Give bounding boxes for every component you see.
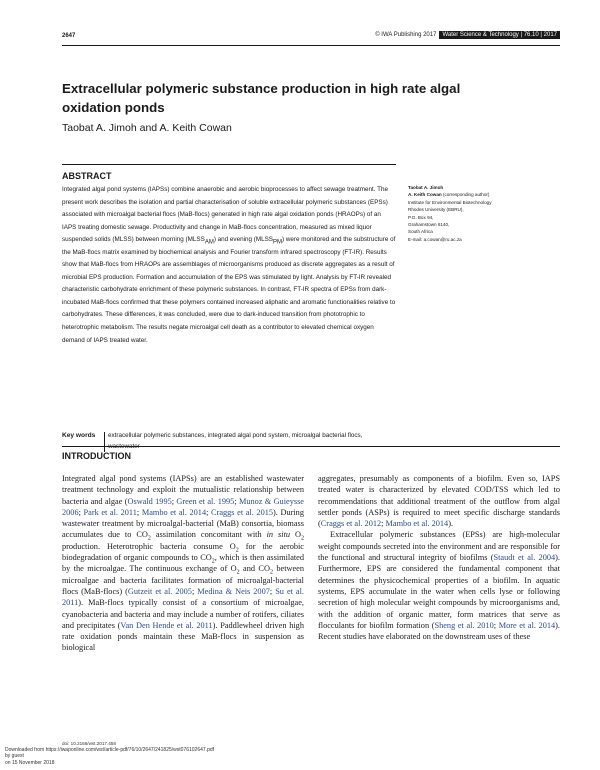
- affiliation-line4: Grahamstown 6140,: [408, 222, 450, 228]
- text-span: production. Heterotrophic bacteria consume O: [62, 541, 236, 551]
- text-span: ;: [493, 620, 499, 630]
- intro-column-2: [318, 473, 560, 642]
- text-span: ;: [136, 507, 142, 517]
- citation-link[interactable]: More et al. 2014: [498, 620, 556, 630]
- keywords-text: extracellular polymeric substances, integrated algal pond system, microalgal bacterial flocs,: [108, 432, 363, 439]
- text-span: ). Recent studies have elaborated on the downstream uses of these: [318, 620, 561, 642]
- citation-link[interactable]: Van Den Hende et al. 2011: [120, 620, 213, 630]
- keywords-divider: [104, 432, 105, 452]
- text-span: aggregates, presumably as components of a biofilm. Even so, IAPS treated water is characterized by elevated COD/TSS which led to recommendations that additional treatment of the outflow from algal settler ponds (ASPs) is required to meet specific discharge standards (: [318, 474, 560, 529]
- citation-link[interactable]: Craggs et al. 2015: [211, 507, 274, 517]
- affiliation-author1: Taobat A. Jimoh: [408, 185, 444, 190]
- subscript: 2: [301, 536, 304, 543]
- affiliation-line3: P.O. Box 94,: [408, 214, 434, 220]
- citation-link[interactable]: Craggs et al. 2012: [320, 519, 382, 529]
- doi-line: doi: 10.2166/wst.2017.458: [62, 741, 116, 746]
- abstract-part1: Integrated algal pond systems (IAPSs) combine anaerobic and aerobic bioprocesses to affect sewage treatment. The present work describes the isolation and partial characterisation of soluble extracellular polymeric substances (EPSs) associated with microalgal bacterial flocs (MaB-flocs) generated in high rate algal oxidation ponds (HRAOPs) of an IAPS treating domestic sewage. Productivity and change in MaB-flocs concentration, measured as mixed liquor suspended solids (MLSS) between morning (MLSS: [62, 186, 388, 244]
- text-span: ). MaB-flocs typically consist of a consortium of microalgae, cyanobacteria and bacteria and may include a number of rotifers, ciliates and precipitates (: [62, 598, 304, 630]
- subscript: 2: [211, 558, 215, 565]
- abstract-part2: ) and evening (MLSS: [213, 236, 273, 244]
- citation-link[interactable]: Munoz & Guieysse 2006: [62, 496, 304, 517]
- citation-link[interactable]: Sheng et al. 2010: [434, 620, 494, 630]
- citation-link[interactable]: Oswald 1995: [127, 496, 172, 506]
- keywords-label: Key words: [62, 432, 96, 439]
- citation-link[interactable]: Staudt et al. 2004: [493, 553, 556, 563]
- citation-link[interactable]: Su et al. 2011: [62, 586, 304, 608]
- text-span: assimilation concomitant with: [150, 530, 267, 540]
- download-date: on 15 November 2018: [5, 759, 55, 766]
- subscript: 2: [147, 536, 151, 543]
- year: 2017: [543, 32, 557, 38]
- text-span: for the aerobic biodegradation of organic compounds to CO: [62, 541, 304, 563]
- publisher: © IWA Publishing 2017: [375, 32, 437, 38]
- citation-link[interactable]: Green et al. 1995: [176, 496, 235, 506]
- article-title: Extracellular polymeric substance production in high rate algal oxidation ponds: [62, 81, 461, 115]
- citation-link[interactable]: Mambo et al. 2014: [141, 507, 207, 517]
- text-span: ;: [191, 586, 198, 596]
- intro-paragraph: [318, 473, 560, 529]
- abstract-sub-pm: PM: [272, 239, 282, 246]
- page-number: 2647: [62, 33, 76, 39]
- affiliation-block: [408, 184, 578, 243]
- text-span: ). Furthermore, EPS are considered the fundamental component that determines the physicochemical properties of a biofilm. In aquatic systems, EPS accumulate in the water when cells lyse or following secretion of high molecular weight compounds by microorganisms and, with the addition of organic matter, form matrices that serve as flocculants for biofilm formation (: [318, 553, 560, 630]
- abstract-sub-am: AM: [204, 239, 214, 246]
- text-span: ;: [171, 496, 177, 506]
- italic-text: in situ: [266, 530, 291, 540]
- intro-column-1: [62, 473, 304, 654]
- text-span: between microalgae and bacteria facilitates formation of microalgal-bacterial flocs (MaB-flocs) (: [62, 564, 305, 596]
- subscript: 2: [236, 570, 240, 577]
- affiliation-email[interactable]: E-mail: a.cowan@ru.ac.za: [408, 236, 462, 242]
- subscript: 2: [235, 547, 239, 554]
- corresponding-note: (corresponding author): [442, 192, 490, 198]
- text-span: , which is then assimilated by the microalgae. The continuous exchange of O: [62, 553, 305, 574]
- article-authors: Taobat A. Jimoh and A. Keith Cowan: [62, 122, 232, 134]
- subscript: 2: [269, 570, 273, 577]
- header-rule: [62, 45, 560, 46]
- download-guest: by guest: [5, 753, 24, 760]
- citation-link[interactable]: Park et al. 2011: [83, 507, 137, 517]
- citation-link[interactable]: Medina & Neis 2007: [197, 586, 270, 596]
- text-span: ;: [206, 507, 212, 517]
- download-notice: [5, 747, 214, 766]
- journal-name: Water Science & Technology: [442, 32, 519, 38]
- affiliation-line5: South Africa: [408, 229, 433, 235]
- text-span: Extracellular polymeric substances (EPSs) are high-molecular weight compounds secreted into the environment and are responsible for the functional and structural integrity of biofilms (: [318, 530, 560, 563]
- affiliation-author2: A. Keith Cowan: [408, 192, 442, 198]
- text-span: ). During wastewater treatment by microalgal-bacterial (MaB) consortia, biomass accumulates due to CO: [62, 507, 304, 540]
- text-span: ;: [234, 496, 239, 506]
- text-span: ).: [448, 519, 454, 529]
- affiliation-line1: Institute for Environmental Biotechnology: [408, 199, 492, 205]
- text-span: ;: [78, 507, 84, 517]
- intro-heading: INTRODUCTION: [62, 451, 131, 461]
- text-span: Integrated algal pond systems (IAPSs) are an established wastewater treatment technology and exploit the mutualistic relationship between bacteria and algae (: [62, 474, 304, 506]
- intro-rule: [62, 446, 560, 447]
- text-span: O: [290, 530, 301, 540]
- citation-link[interactable]: Gutzeit et al. 2005: [127, 586, 192, 596]
- text-span: ). Paddlewheel driven high rate oxidation ponds maintain these MaB-flocs in suspension as biological: [62, 620, 304, 653]
- volume: 76.10: [523, 32, 539, 38]
- running-header: [375, 31, 560, 39]
- abstract-heading: ABSTRACT: [62, 171, 112, 181]
- citation-link[interactable]: Mambo et al. 2014: [385, 519, 449, 529]
- text-span: ;: [269, 586, 276, 596]
- abstract-text: [62, 184, 396, 347]
- download-url[interactable]: Downloaded from https://iwaponline.com/wst/article-pdf/76/10/2647/241825/wst076102647.pdf: [5, 747, 215, 753]
- affiliation-line2: Rhodes University (EBRU),: [408, 207, 464, 213]
- text-span: ;: [381, 519, 386, 529]
- abstract-rule: [62, 164, 396, 165]
- intro-paragraph: [318, 529, 560, 642]
- text-span: and CO: [239, 564, 270, 574]
- journal-badge: Water Science & Technology | 76.10 | 2017: [439, 31, 560, 39]
- abstract-part3: ) were monitored and the substructure of the MaB-flocs matrix examined by biochemical analysis and Fourier transform infrared spectroscopy (FT-IR). Results show that MaB-flocs from HRAOPs are assemblages of microorganisms produced as discrete aggregates as a result of microbial EPS production. Formation and accumulation of the EPS was stimulated by light. Analysis by FT-IR revealed characteristic carbohydrate enrichment of these polymeric substances. In contrast, FT-IR spectra of EPSs from dark-incubated MaB-flocs confirmed that these polymers contained increased aliphatic and aromatic functionalities relative to carbohydrates. These differences, it was concluded, were due to dark-induced transition from phototrophic to heterotrophic metabolism. The results negate microalgal cell death as a contributor to elevated chemical oxygen demand of IAPS treated water.: [62, 236, 396, 344]
